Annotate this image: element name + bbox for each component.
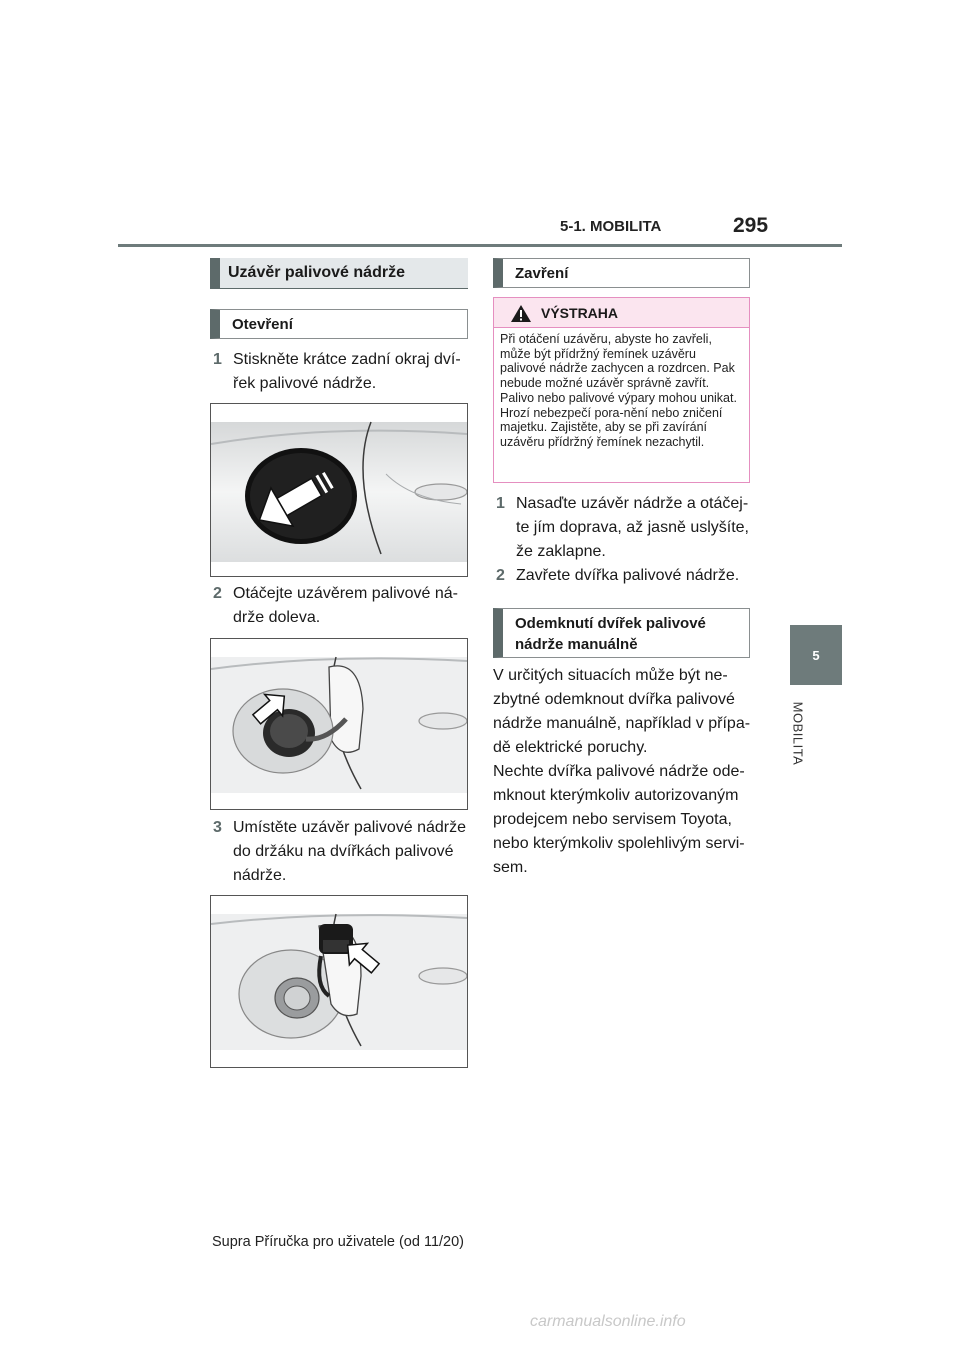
step-2-close [496, 564, 756, 588]
subsection-opening: Otevření [210, 309, 468, 339]
illustration-press-flap-graphic [211, 404, 467, 576]
step-1-open [213, 348, 473, 396]
step-number: 2 [213, 585, 222, 602]
step-text: Otáčejte uzávěrem palivové ná-drže doleva. [233, 585, 458, 626]
illustration-press-flap [210, 403, 468, 577]
warning-box [493, 297, 750, 483]
step-text: Nasaďte uzávěr nádrže a otáčej-te jím doprava, až jasně uslyšíte, že zaklapne. [516, 495, 749, 560]
step-2-open [213, 582, 473, 630]
section-title: Uzávěr palivové nádrže [210, 258, 468, 288]
chapter-tab-label [778, 690, 818, 780]
section-title-underline [210, 288, 468, 289]
step-number: 1 [496, 495, 505, 512]
subsection-closing: Zavření [493, 258, 750, 288]
illustration-cap-holder [210, 895, 468, 1068]
illustration-cap-holder-graphic [211, 896, 467, 1067]
page-number: 295 [733, 214, 769, 237]
warning-text: Při otáčení uzávěru, abyste ho zavřeli, může být přídržný řemínek uzávěru palivové nádrže zachycen a rozdrcen. Pak nebude možné uzávěr správně zavřít. Palivo nebo palivové výpary mohou unikat. Hrozí nebezpečí pora-nění nebo zničení majetku. Zajistěte, aby se při zavírání uzávěru přídržný řemínek nezachytil. [500, 332, 737, 449]
paragraph-manual-unlock: V určitých situacích může být ne-zbytné odemknout dvířka palivové nádrže manuálně, například v přípa-dě elektrické poruchy. [493, 667, 751, 756]
chapter-label: MOBILITA [790, 701, 806, 766]
illustration-turn-cap [210, 638, 468, 810]
step-text: Stiskněte krátce zadní okraj dví-řek palivové nádrže. [233, 351, 461, 392]
step-3-open [213, 816, 473, 888]
chapter-number: 5 [812, 647, 820, 663]
step-text: Umístěte uzávěr palivové nádrže do držáku na dvířkách palivové nádrže. [233, 819, 466, 884]
footer-text: Supra Příručka pro uživatele (od 11/20) [212, 1234, 465, 1250]
step-number: 3 [213, 819, 222, 836]
subsection-manual-unlock: Odemknutí dvířek palivové nádrže manuálně [493, 608, 750, 658]
warning-title: VÝSTRAHA [541, 305, 619, 321]
warning-header [494, 298, 749, 328]
watermark: carmanualsonline.info [530, 1313, 686, 1330]
paragraph-service: Nechte dvířka palivové nádrže ode-mknout kterýmkoliv autorizovaným prodejcem nebo servisem Toyota, nebo kterýmkoliv spolehlivým servi-sem. [493, 763, 745, 876]
chapter-tab [790, 625, 842, 685]
step-number: 2 [496, 567, 505, 584]
header-rule [118, 244, 842, 247]
warning-triangle-icon [510, 304, 532, 323]
step-text: Zavřete dvířka palivové nádrže. [516, 567, 740, 584]
step-number: 1 [213, 351, 222, 368]
running-header-section: 5-1. MOBILITA [560, 218, 662, 235]
step-1-close [496, 492, 756, 564]
illustration-turn-cap-graphic [211, 639, 467, 809]
